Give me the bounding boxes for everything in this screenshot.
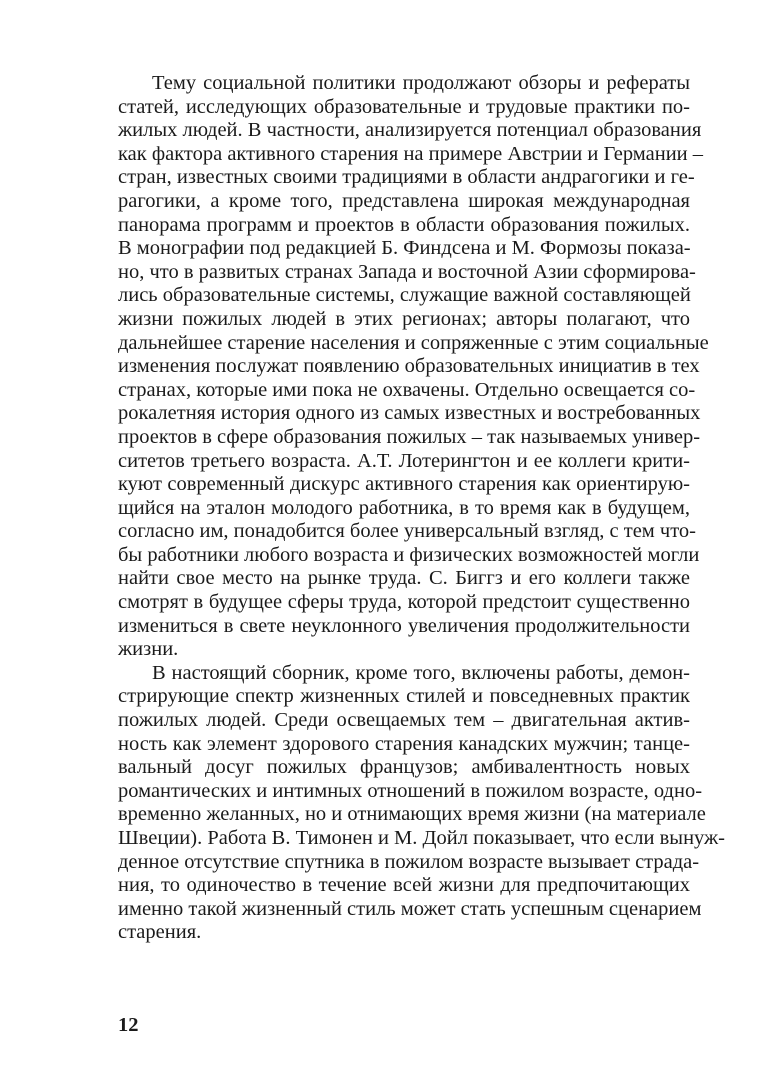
text-line: как фактора активного старения на примере Австрии и Германии –	[118, 142, 704, 165]
text-line: щийся на эталон молодого работника, в то время как в будущем,	[118, 496, 690, 519]
text-line: пожилых людей. Среди освещаемых тем – двигательная актив-	[118, 709, 690, 732]
text-line: старения.	[118, 921, 202, 944]
text-line: денное отсутствие спутника в пожилом возрасте вызывает страда-	[118, 850, 700, 873]
text-line: дальнейшее старение населения и сопряженные с этим социальные	[118, 331, 709, 354]
paragraph-2	[118, 661, 726, 945]
text-line: В монографии под редакцией Б. Финдсена и М. Формозы показа-	[118, 237, 691, 260]
text-line: странах, которые ими пока не охвачены. Отдельно освещается со-	[118, 378, 696, 401]
text-line: согласно им, понадобится более универсальный взгляд, с тем что-	[118, 520, 696, 543]
text-line: ния, то одиночество в течение всей жизни для предпочитающих	[118, 874, 690, 897]
text-line: ность как элемент здорового старения канадских мужчин; танце-	[118, 732, 690, 755]
text-line: именно такой жизненный стиль может стать успешным сценарием	[118, 897, 702, 920]
text-line: статей, исследующих образовательные и трудовые практики по-	[118, 95, 690, 118]
body-text	[118, 72, 726, 945]
text-line: временно желанных, но и отнимающих время жизни (на материале	[118, 803, 706, 826]
text-line: Швеции). Работа В. Тимонен и М. Дойл показывает, что если вынуж-	[118, 827, 726, 849]
text-line: панорама программ и проектов в области образования пожилых.	[118, 213, 690, 236]
text-line: куют современный дискурс активного старения как ориентирую-	[118, 473, 690, 496]
text-line: вальный досуг пожилых французов; амбивалентность новых	[118, 756, 690, 779]
text-line: проектов в сфере образования пожилых – так называемых универ-	[118, 425, 701, 448]
page-number: 12	[118, 1014, 139, 1036]
text-line: Тему социальной политики продолжают обзоры и рефераты	[152, 72, 690, 94]
text-line: рокалетняя история одного из самых известных и востребованных	[118, 402, 701, 425]
text-line: но, что в развитых странах Запада и восточной Азии сформирова-	[118, 260, 696, 283]
text-line: лись образовательные системы, служащие важной составляющей	[118, 284, 691, 307]
text-line: романтических и интимных отношений в пожилом возрасте, одно-	[118, 779, 703, 802]
text-line: измениться в свете неуклонного увеличения продолжительности	[118, 614, 690, 637]
text-line: жилых людей. В частности, анализируется потенциал образования	[118, 119, 702, 142]
text-line: бы работники любого возраста и физических возможностей могли	[118, 543, 700, 566]
text-line: жизни пожилых людей в этих регионах; авторы полагают, что	[118, 307, 690, 330]
text-line: В настоящий сборник, кроме того, включены работы, демон-	[152, 661, 690, 684]
text-line: жизни.	[118, 638, 179, 661]
text-line: ситетов третьего возраста. А.Т. Лотерингтон и ее коллеги крити-	[118, 449, 690, 472]
text-line: изменения послужат появлению образовательных инициатив в тех	[118, 355, 700, 378]
paragraph-1	[118, 72, 709, 662]
text-line: стрирующие спектр жизненных стилей и повседневных практик	[118, 685, 690, 708]
text-line: смотрят в будущее сферы труда, которой предстоит существенно	[118, 591, 690, 614]
text-line: рагогики, а кроме того, представлена широкая международная	[118, 189, 690, 212]
text-line: стран, известных своими традициями в области андрагогики и ге-	[118, 166, 695, 189]
text-line: найти свое место на рынке труда. С. Биггз и его коллеги также	[118, 567, 690, 590]
